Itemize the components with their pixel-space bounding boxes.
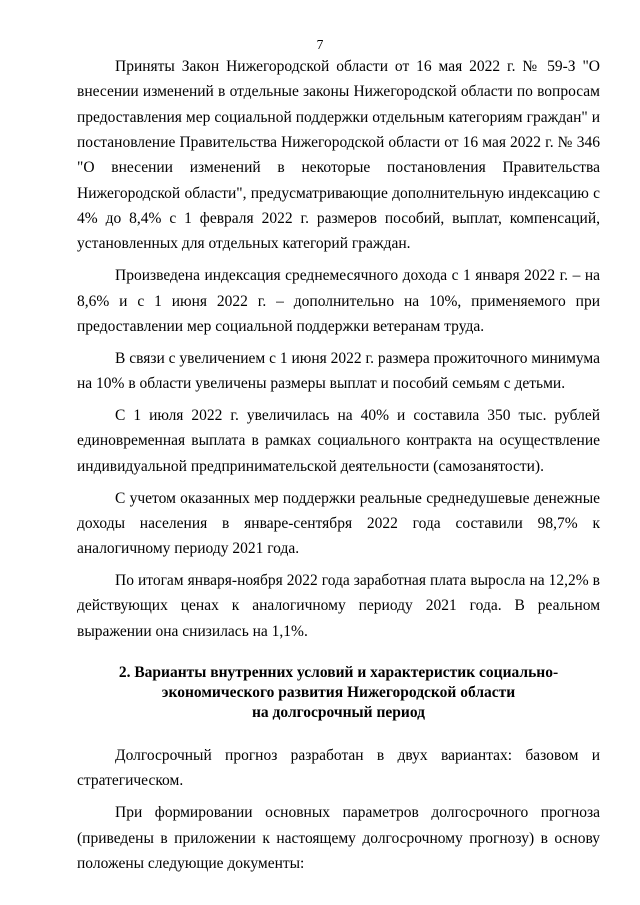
- paragraph-social-contract: С 1 июля 2022 г. увеличилась на 40% и составила 350 тыс. рублей единовременная выплата в рамках социального контракта на осуществление индивидуальной предпринимательской деятельности (самозанятости).: [77, 406, 600, 475]
- section-heading-line-3: на долгосрочный период: [252, 704, 425, 722]
- section-heading-line-2: экономического развития Нижегородской области: [161, 684, 516, 702]
- paragraph-law-adoption: Приняты Закон Нижегородской области от 16 мая 2022 г. № 59-З "О внесении изменений в отдельные законы Нижегородской области по вопросам предоставления мер социальной поддержки отдельным категориям граждан" и постановление Правительства Нижегородской области от 16 мая 2022 г. № 346 "О внесении изменений в некоторые постановления Правительства Нижегородской области", предусматривающие дополнительную индексацию с 4% до 8,4% с 1 февраля 2022 г. размеров пособий, выплат, компенсаций, установленных для отдельных категорий граждан.: [77, 58, 600, 253]
- page-number: 7: [316, 37, 324, 52]
- paragraph-income-indexation: Произведена индексация среднемесячного дохода с 1 января 2022 г. – на 8,6% и с 1 июня 2022 г. – дополнительно на 10%, применяемого при предоставлении мер социальной поддержки ветеранам труда.: [77, 267, 600, 335]
- paragraph-forecast-variants: Долгосрочный прогноз разработан в двух вариантах: базовом и стратегическом.: [77, 747, 600, 790]
- paragraph-subsistence-minimum: В связи с увеличением с 1 июня 2022 г. размера прожиточного минимума на 10% в области увеличены размеры выплат и пособий семьям с детьми.: [77, 349, 601, 393]
- paragraph-real-incomes: С учетом оказанных мер поддержки реальные среднедушевые денежные доходы населения в январе-сентября 2022 года составили 98,7% к аналогичному периоду 2021 года.: [77, 489, 600, 558]
- document-body: [77, 54, 600, 883]
- paragraph-wages: По итогам января-ноября 2022 года заработная плата выросла на 12,2% в действующих ценах к аналогичному периоду 2021 года. В реальном выражении она снизилась на 1,1%.: [77, 572, 600, 640]
- section-heading-line-1: 2. Варианты внутренних условий и характеристик социально-: [118, 664, 559, 682]
- section-heading: [77, 663, 600, 723]
- paragraph-forecast-basis: При формировании основных параметров долгосрочного прогноза (приведены в приложении к настоящему долгосрочному прогнозу) в основу положены следующие документы:: [77, 804, 600, 872]
